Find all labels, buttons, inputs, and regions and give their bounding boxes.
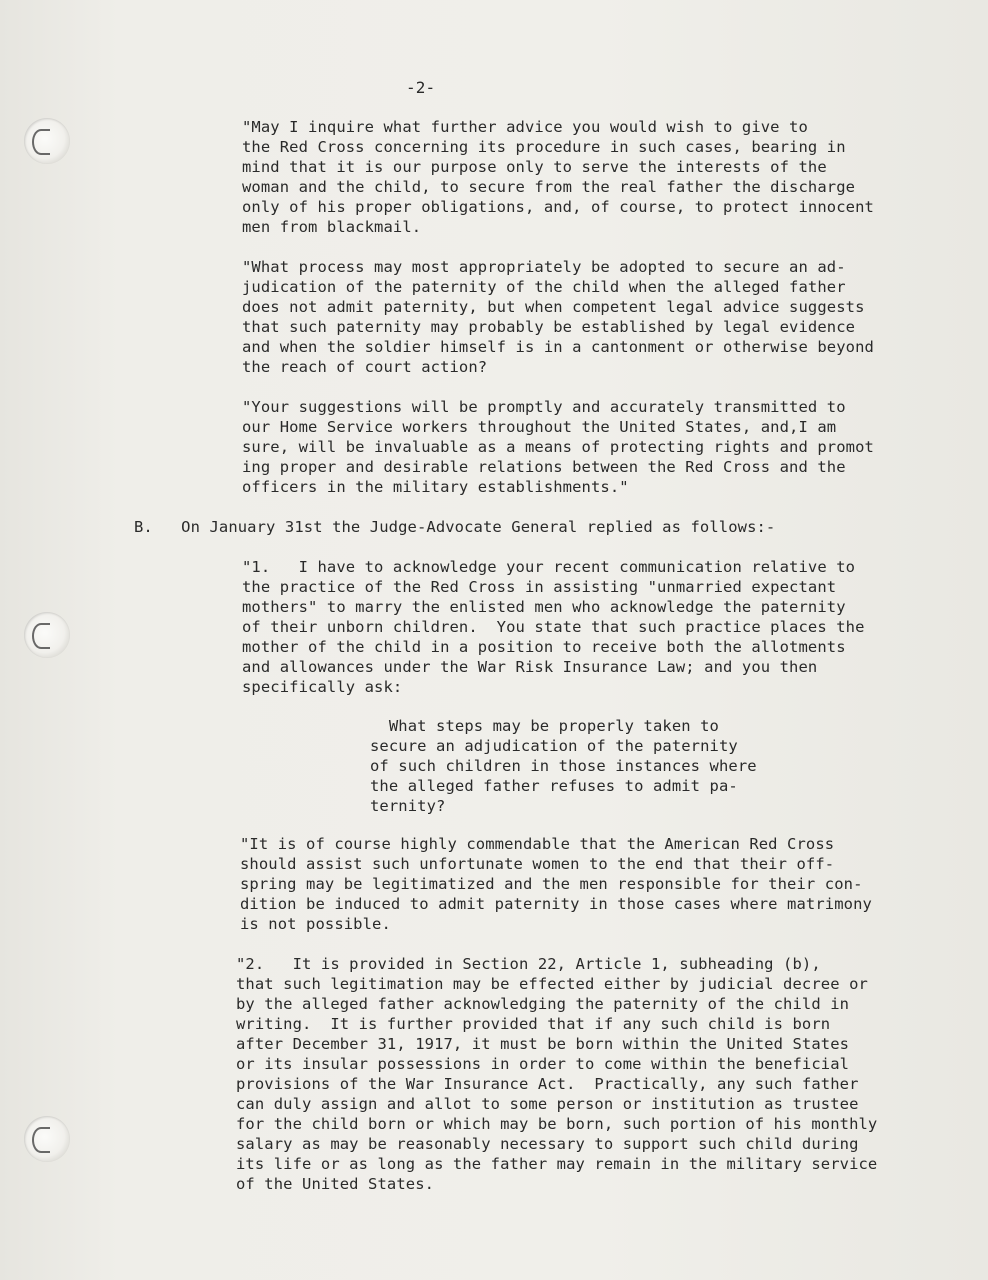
punch-hole-middle: [24, 612, 70, 658]
reply-paragraph-2: "2. It is provided in Section 22, Article 1, subheading (b), that such legitimation may be effected either by judicial decree or by the alleged father acknowledging the paternity of the child in writing. It is further provided that if any such child is born after December 31, 1917, it must be born within the United States or its insular possessions in order to come within the beneficial provisions of the War Insurance Act. Practically, any such father can duly assign and allot to some person or institution as trustee for the child born or which may be born, such portion of his monthly salary as may be reasonably necessary to support such child during its life or as long as the father may remain in the military service of the United States.: [236, 955, 878, 1193]
block-quote-question: What steps may be properly taken to secure an adjudication of the paternity of such children in those instances where the alleged father refuses to admit pa- ternity?: [370, 717, 757, 815]
punch-hole-top: [24, 118, 70, 164]
reply-paragraph-commendable: "It is of course highly commendable that the American Red Cross should assist such unfortunate women to the end that their off- spring may be legitimatized and the men responsible for their con- dition be induced to admit paternity in those cases where matrimony is not possible.: [240, 835, 872, 933]
section-b-heading: B. On January 31st the Judge-Advocate General replied as follows:-: [134, 518, 776, 536]
reply-paragraph-1: "1. I have to acknowledge your recent communication relative to the practice of the Red Cross in assisting "unmarried expectant mothers" to marry the enlisted men who acknowledge the paternity of their unborn children. You state that such practice places the mother of the child in a position to receive both the allotments and allowances under the War Risk Insurance Law; and you then specifically ask:: [242, 558, 865, 696]
letter-paragraph-suggestions: "Your suggestions will be promptly and accurately transmitted to our Home Service workers throughout the United States, and,I am sure, will be invaluable as a means of protecting rights and promot ing proper and desirable relations between the Red Cross and the officers in the military establishments.": [242, 398, 874, 496]
letter-paragraph-process: "What process may most appropriately be adopted to secure an ad- judication of the paternity of the child when the alleged father does not admit paternity, but when competent legal advice suggests that such paternity may probably be established by legal evidence and when the soldier himself is in a cantonment or otherwise beyond the reach of court action?: [242, 258, 874, 376]
page-number: -2-: [406, 78, 436, 97]
punch-hole-bottom: [24, 1116, 70, 1162]
letter-paragraph-inquiry: "May I inquire what further advice you would wish to give to the Red Cross concerning its procedure in such cases, bearing in mind that it is our purpose only to serve the interests of the woman and the child, to secure from the real father the discharge only of his proper obligations, and, of course, to protect innocent men from blackmail.: [242, 118, 874, 236]
